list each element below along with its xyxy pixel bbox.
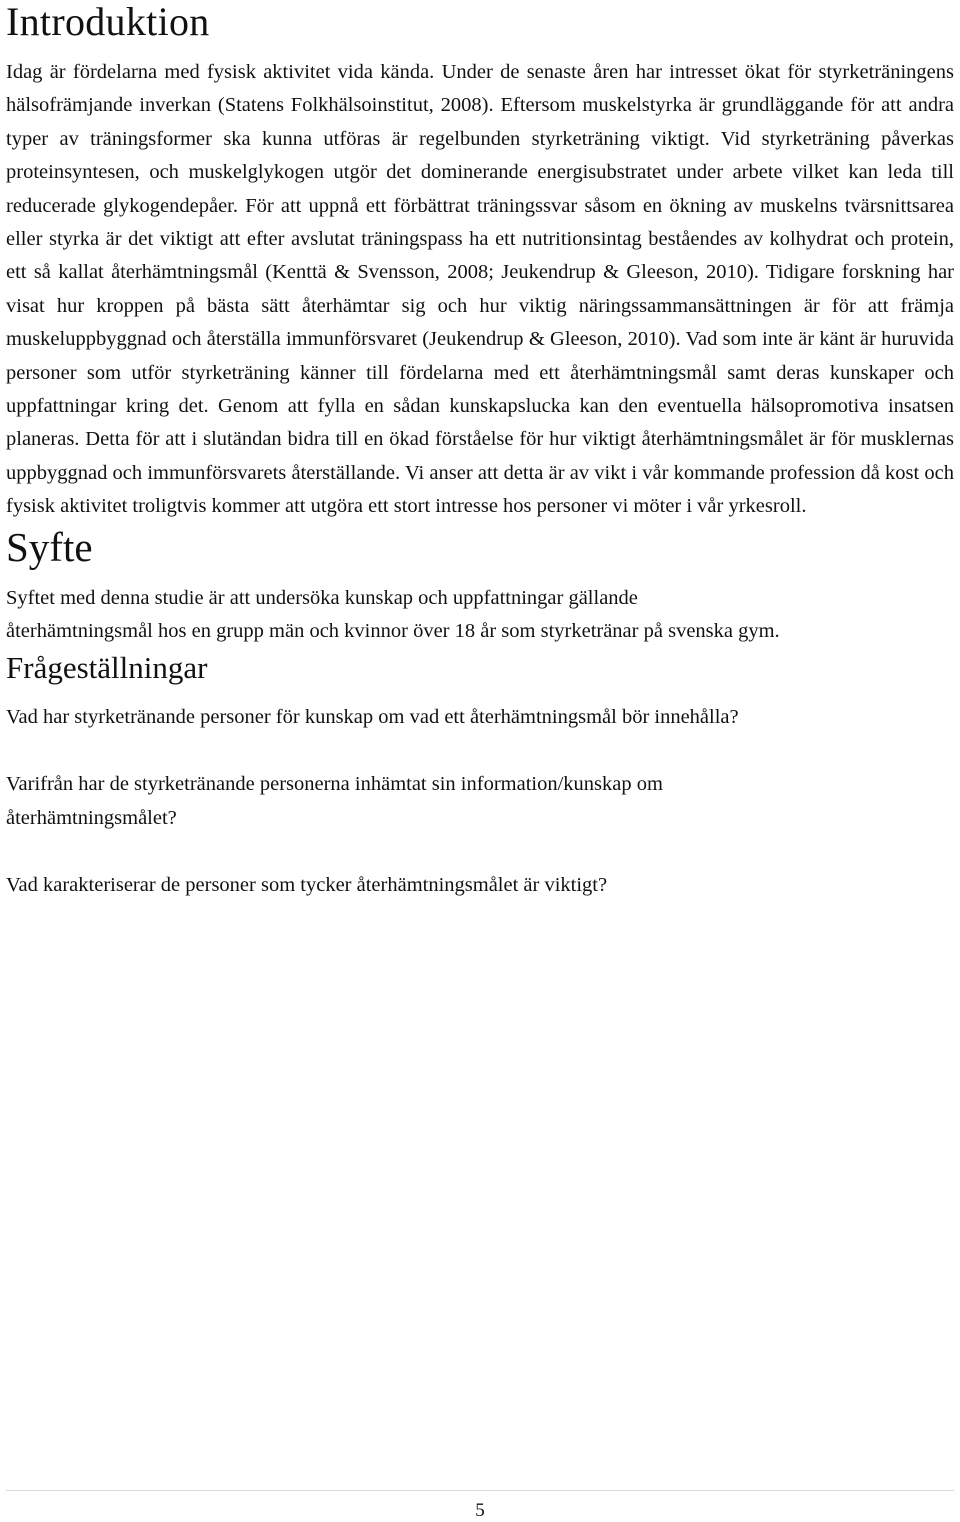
question-2 xyxy=(6,768,954,835)
question-1: Vad har styrketränande personer för kunskap om vad ett återhämtningsmål bör innehålla? xyxy=(6,705,739,728)
introduction-heading: Introduktion xyxy=(6,0,210,44)
aim-line-2: återhämtningsmål hos en grupp män och kvinnor över 18 år som styrketränar på svenska gym. xyxy=(6,620,780,643)
footer-divider xyxy=(6,1490,954,1491)
question-2-line-2: återhämtningsmålet? xyxy=(6,807,177,830)
questions-heading: Frågeställningar xyxy=(6,649,208,685)
page-number: 5 xyxy=(475,1500,485,1521)
aim-line-1: Syftet med denna studie är att undersöka kunskap och uppfattningar gällande xyxy=(6,586,638,609)
aim-heading: Syfte xyxy=(6,523,93,570)
question-3: Vad karakteriserar de personer som tycker återhämtningsmålet är viktigt? xyxy=(6,873,608,896)
question-2-line-1: Varifrån har de styrketränande personerna inhämtat sin information/kunskap om xyxy=(6,773,663,796)
document-page xyxy=(6,0,954,902)
aim-paragraph xyxy=(6,582,954,649)
introduction-paragraph: Idag är fördelarna med fysisk aktivitet vida kända. Under de senaste åren har intresset ökat för styrketräningens hälsofrämjande inverkan (Statens Folkhälsoinstitut, 2008). Eftersom muskelstyrka är grundläggande för att andra typer av träningsformer ska kunna utföras är regelbunden styrketräning viktigt. Vid styrketräning påverkas proteinsyntesen, och muskelglykogen utgör det dominerande energisubstratet under arbete vilket kan leda till reducerade glykogendepåer. För att uppnå ett förbättrat träningssvar såsom en ökning av muskelns tvärsnittsarea eller styrka är det viktigt att efter avslutat träningspass ha ett nutritionsintag beståendes av kolhydrat och protein, ett så kallat återhämtningsmål (Kenttä & Svensson, 2008; Jeukendrup & Gleeson, 2010). Tidigare forskning har visat hur kroppen på bästa sätt återhämtar sig och hur viktig näringssammansättningen är för att främja muskeluppbyggnad och återställa immunförsvaret (Jeukendrup & Gleeson, 2010). Vad som inte är känt är huruvida personer som utför styrketräning känner till fördelarna med ett återhämtningsmål samt deras kunskaper och uppfattningar kring det. Genom att fylla en sådan kunskapslucka kan den eventuella hälsopromotiva insatsen planeras. Detta för att i slutändan bidra till en ökad förståelse för hur viktigt återhämtningsmålet är för musklernas uppbyggnad och immunförsvarets återställande. Vi anser att detta är av vikt i vår kommande profession då kost och fysisk aktivitet troligtvis kommer att utgöra ett stort intresse hos personer vi möter i vår yrkesroll. xyxy=(6,61,954,518)
